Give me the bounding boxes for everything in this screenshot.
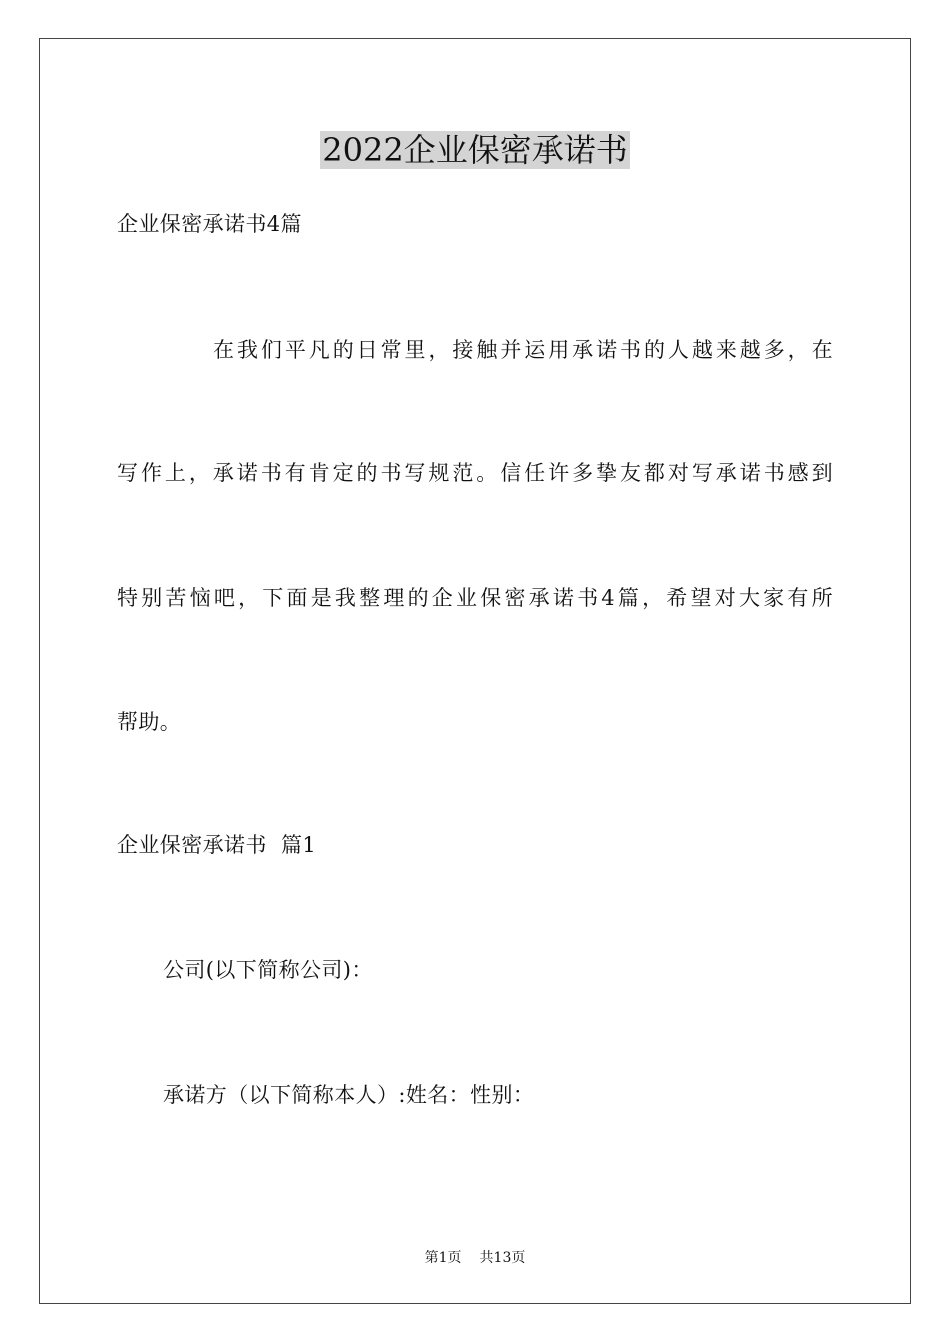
document-subtitle: 企业保密承诺书4篇 [117, 212, 302, 236]
section-heading: 企业保密承诺书 篇1 [117, 833, 317, 857]
page-number-current: 第1页 [424, 1250, 462, 1266]
page-footer [0, 1248, 950, 1268]
document-title [0, 126, 950, 174]
intro-line-4: 帮助。 [117, 710, 182, 734]
document-title-text: 2022企业保密承诺书 [322, 131, 628, 169]
intro-line-1: 在我们平凡的日常里，接触并运用承诺书的人越来越多，在 [213, 338, 833, 362]
intro-line-2: 写作上，承诺书有肯定的书写规范。信任许多挚友都对写承诺书感到 [117, 461, 833, 485]
page-number-total: 共13页 [479, 1250, 526, 1266]
intro-line-3: 特别苦恼吧，下面是我整理的企业保密承诺书4篇，希望对大家有所 [117, 586, 833, 610]
company-line: 公司(以下简称公司)： [163, 958, 373, 982]
promisor-line: 承诺方（以下简称本人）:姓名：性别： [163, 1083, 535, 1107]
